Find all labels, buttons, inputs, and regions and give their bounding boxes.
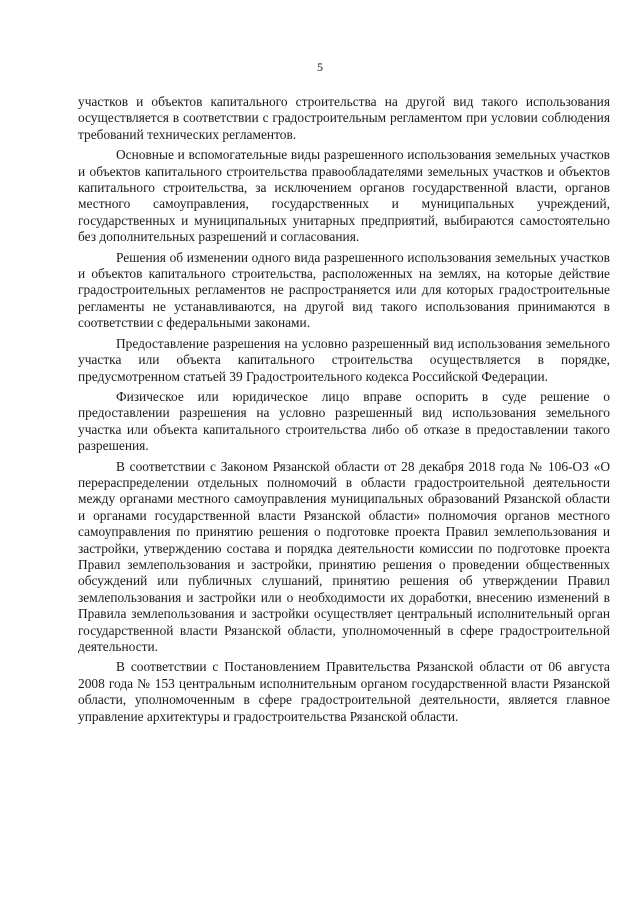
paragraph-5: Физическое или юридическое лицо вправе оспорить в суде решение о предоставлении разрешения на условно разрешенный вид использования земельного участка или объекта капитального строительства либо об отказе в предоставлении такого разрешения. [78,388,610,454]
paragraph-7: В соответствии с Постановлением Правительства Рязанской области от 06 августа 2008 года № 153 центральным исполнительным органом государственной власти Рязанской области, уполномоченным в сфере градостроительной деятельности, является главное управление архитектуры и градостроительства Рязанской области. [78,659,610,724]
paragraph-2: Основные и вспомогательные виды разрешенного использования земельных участков и объектов капитального строительства правообладателями земельных участков и объектов капитального строительства, за исключением органов государственной власти, органов местного самоуправления, государственных и муниципальных учреждений, государственных и муниципальных унитарных предприятий, выбираются самостоятельно без дополнительных разрешений и согласования. [78,147,610,245]
paragraph-1: участков и объектов капитального строительства на другой вид такого использования осуществляется в соответствии с градостроительным регламентом при условии соблюдения требований технических регламентов. [78,94,610,142]
paragraph-6: В соответствии с Законом Рязанской области от 28 декабря 2018 года № 106-ОЗ «О перераспределении отдельных полномочий в области градостроительной деятельности между органами местного самоуправления муниципальных образований Рязанской области и органами государственной власти Рязанской области» полномочия органов местного самоуправления по принятию решения о подготовке проекта Правил землепользования и застройки, утверждению состава и порядка деятельности комиссии по подготовке проекта Правил землепользования и застройки, принятию решения о проведении общественных обсуждений или публичных слушаний, принятию решения об утверждении Правил землепользования и застройки или о необходимости их доработки, внесению изменений в Правила землепользования и застройки осуществляет центральный исполнительный орган государственной власти Рязанской области, уполномоченный в сфере градостроительной деятельности. [78,458,610,654]
document-body [78,94,610,729]
paragraph-3: Решения об изменении одного вида разрешенного использования земельных участков и объектов капитального строительства, расположенных на землях, на которые действие градостроительных регламентов не распространяется или для которых градостроительные регламенты не устанавливаются, на другой вид такого использования принимаются в соответствии с федеральными законами. [78,249,610,331]
page-number: 5 [317,60,323,74]
paragraph-4: Предоставление разрешения на условно разрешенный вид использования земельного участка или объекта капитального строительства осуществляется в порядке, предусмотренном статьей 39 Градостроительного кодекса Российской Федерации. [78,335,610,384]
